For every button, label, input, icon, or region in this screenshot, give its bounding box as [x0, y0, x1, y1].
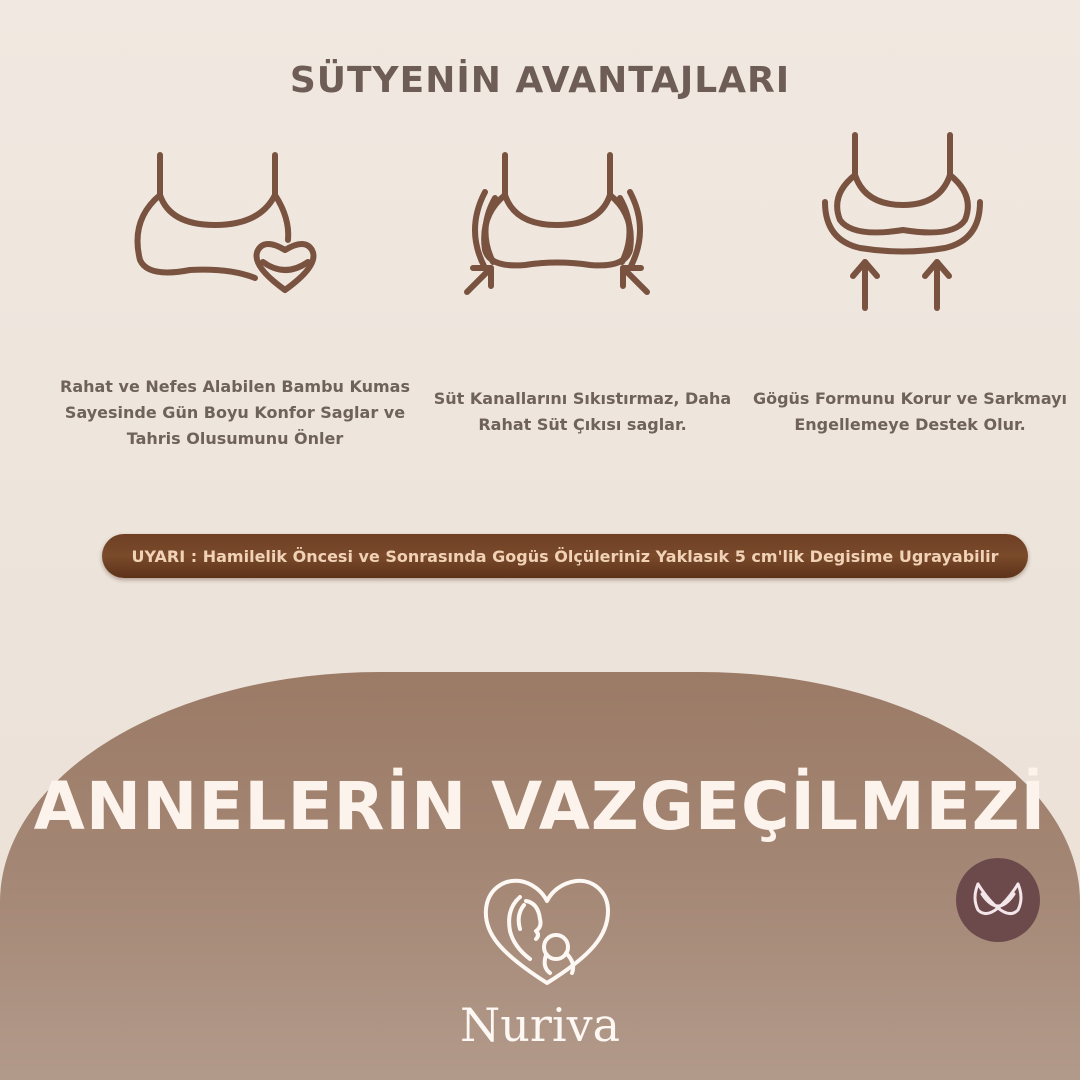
warning-text: UYARI : Hamilelik Öncesi ve Sonrasında Gogüs Ölçüleriniz Yaklasık 5 cm'lik Degisime Ugrayabilir	[131, 546, 999, 566]
bra-side-compress-icon	[455, 150, 665, 300]
bra-lift-support-icon	[815, 130, 995, 315]
page-title: SÜTYENİN AVANTAJLARI	[289, 60, 791, 101]
mother-baby-heart-icon	[480, 875, 615, 994]
slogan: ANNELERİN VAZGEÇİLMEZİ	[33, 768, 1047, 845]
feature-text-shape-support: Gögüs Formunu Korur ve Sarkmayı Engellemeye Destek Olur.	[752, 389, 1068, 434]
brand-name: Nuriva	[460, 998, 620, 1052]
feature-text-milk-ducts: Süt Kanallarını Sıkıstırmaz, Daha Rahat Süt Çıkısı saglar.	[433, 389, 732, 434]
feature-text-comfort: Rahat ve Nefes Alabilen Bambu Kumas Sayesinde Gün Boyu Konfor Saglar ve Tahris Olusumunu Önler	[60, 377, 410, 448]
warning-banner	[102, 534, 1028, 578]
bra-heart-icon	[130, 150, 330, 300]
bra-badge-icon	[956, 858, 1040, 942]
